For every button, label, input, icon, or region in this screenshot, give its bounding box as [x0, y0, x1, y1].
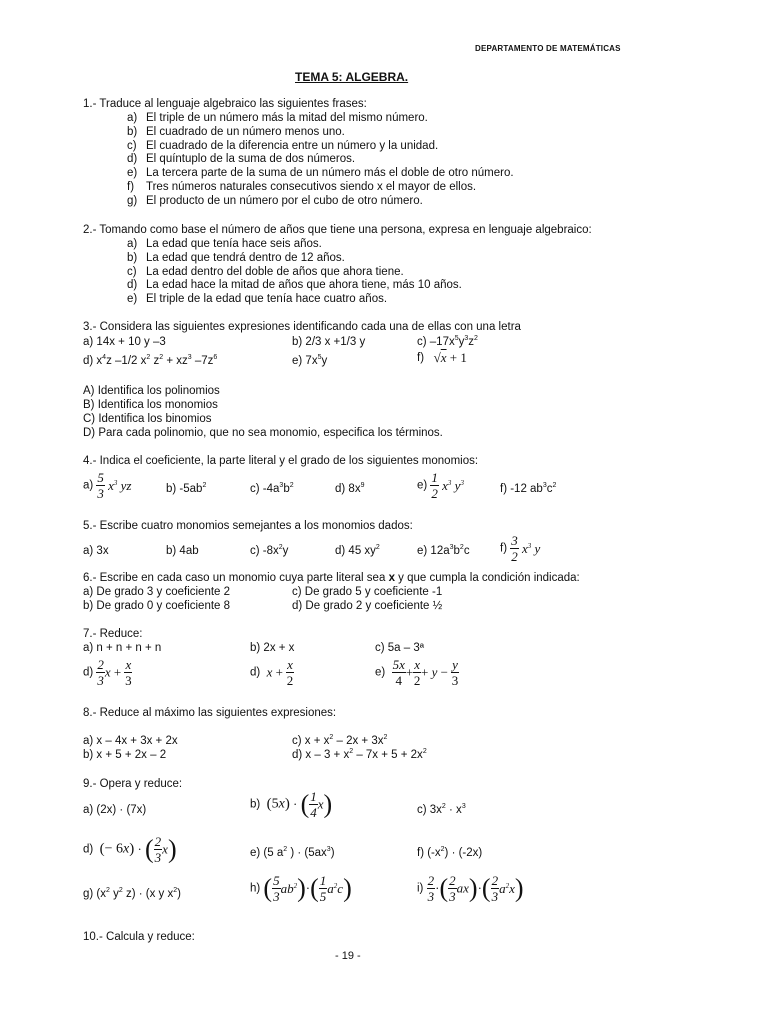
list-item-letter: c) [127, 139, 137, 152]
ex3-task: B) Identifica los monomios [83, 399, 218, 411]
ex3-expr-a: a) 14x + 10 y –3 [83, 336, 166, 348]
list-item-text: La edad que tenía hace seis años. [146, 238, 322, 250]
ex9-item-h: h) ( $\frac{5}{3}$ $ab^2)\cdot$( $\frac{1}{5}$ $a^2c$) [250, 873, 352, 904]
list-item-letter: e) [127, 167, 138, 180]
ex9-item-e: e) (5 $a^2$ ) · $(5ax^3)$ [250, 846, 335, 859]
ex9-item-c: c) $3x^2 \cdot x^3$ [417, 803, 466, 816]
ex6-item: a) De grado 3 y coeficiente 2 [83, 586, 231, 598]
ex2-prompt: 2.- Tomando como base el número de años que tiene una persona, expresa en lenguaje algebraico: [83, 224, 592, 236]
ex7-item-b: b) 2x + x [250, 642, 295, 654]
ex6-item: d) De grado 2 y coeficiente ½ [292, 600, 443, 612]
list-item-text: La edad que tendrá dentro de 12 años. [146, 251, 345, 264]
ex9-item-g: g) ($x^2$ $y^2$ z) · (x y $x^2$) [83, 887, 181, 900]
ex9-item-i: i) $\frac{2}{3}$ ·( $\frac{2}{3}$ ax)·( $\frac{2}{3}$ $a^2x$) [417, 873, 524, 904]
ex6-item: c) De grado 5 y coeficiente -1 [292, 586, 443, 598]
list-item-text: La edad hace la mitad de años que ahora tiene, más 10 años. [146, 279, 462, 292]
page-title: TEMA 5: ALGEBRA. [295, 70, 409, 84]
list-item-letter: a) [127, 112, 138, 124]
department-header: DEPARTAMENTO DE MATEMÁTICAS [475, 44, 621, 53]
ex1-prompt: 1.- Traduce al lenguaje algebraico las siguientes frases: [83, 98, 367, 110]
ex5-item-a: a) 3x [83, 545, 109, 557]
list-item-letter: d) [127, 153, 138, 166]
ex7-item-e: d) x + $\frac{x}{2}$ [250, 657, 294, 688]
ex3-task: D) Para cada polinomio, que no sea monomio, especifica los términos. [83, 427, 443, 439]
ex8-item-b: b) x + 5 + 2x – 2 [83, 749, 167, 761]
ex10-prompt: 10.- Calcula y reduce: [83, 931, 195, 943]
ex8-item-d: d) $x - 3 + x^2 - 7x + 5 + 2x^2$ [292, 748, 427, 761]
ex9-item-d: d) (− 6x) · ( $\frac{2}{3}$ x) [83, 834, 177, 865]
list-item-letter: d) [127, 279, 138, 292]
ex7-item-d: d) $\frac{2}{3}$ x + $\frac{x}{3}$ [83, 657, 132, 688]
list-item-letter: b) [127, 251, 138, 264]
list-item-text: El quíntuplo de la suma de dos números. [146, 153, 356, 166]
ex3-expr-b: b) 2/3 x +1/3 y [292, 336, 366, 348]
ex3-task: C) Identifica los binomios [83, 413, 212, 425]
ex4-item-f: f) -12 $ab^3c^2$ [500, 482, 557, 495]
ex5-item-f: f) $\frac{3}{2}$ $x^3$ y [500, 533, 541, 564]
list-item-text: El triple de la edad que tenía hace cuatro años. [146, 293, 388, 306]
list-item-text: Tres números naturales consecutivos siendo x el mayor de ellos. [146, 181, 477, 193]
ex6-item: b) De grado 0 y coeficiente 8 [83, 600, 231, 612]
list-item-text: La tercera parte de la suma de un número más el doble de otro número. [146, 167, 514, 180]
list-item-letter: a) [127, 238, 138, 250]
ex9-item-a: a) (2x) · (7x) [83, 804, 147, 816]
list-item-letter: e) [127, 293, 138, 306]
ex4-prompt: 4.- Indica el coeficiente, la parte literal y el grado de los siguientes monomios: [83, 455, 479, 467]
ex6-prompt: 6.- Escribe en cada caso un monomio cuya parte literal sea x y que cumpla la condición indicada: [83, 572, 580, 584]
list-item-text: El producto de un número por el cubo de otro número. [146, 194, 423, 207]
list-item-letter: b) [127, 125, 138, 138]
list-item-letter: g) [127, 194, 138, 207]
ex5-item-d: d) 45 $xy^2$ [335, 544, 380, 557]
ex7-item-f: e) $\frac{5x}{4}$ + $\frac{x}{2}$ + y − $\frac{y}{3}$ [375, 657, 459, 688]
ex4-item-b: b) $-5ab^2$ [166, 482, 207, 495]
ex8-item-a: a) x – 4x + 3x + 2x [83, 735, 178, 747]
ex8-item-c: c) $x + x^2 - 2x + 3x^2$ [292, 734, 388, 747]
ex4-item-a: a) $\frac{5}{3}$ $x^3$ yz [83, 470, 132, 501]
ex3-expr-d: d) $x^4z$ –1/2 $x^2$ $z^2 + xz^3$ $-7z^6$ [83, 354, 218, 367]
list-item-text: El triple de un número más la mitad del mismo número. [146, 112, 428, 124]
list-item-letter: c) [127, 265, 137, 278]
ex3-expr-f: f) √x + 1 [417, 350, 467, 365]
list-item-text: El cuadrado de un número menos uno. [146, 125, 345, 138]
list-item-text: El cuadrado de la diferencia entre un número y la unidad. [146, 139, 439, 152]
ex9-item-f: f) $(-x^2) \cdot (-2x)$ [417, 846, 483, 859]
ex3-expr-c: c) $-17x^5y^3z^2$ [417, 335, 478, 348]
ex3-expr-e: e) $7x^5y$ [292, 354, 328, 367]
ex7-prompt: 7.- Reduce: [83, 628, 143, 640]
page-number: - 19 - [335, 950, 361, 962]
ex5-item-e: e) $12a^3b^2c$ [417, 544, 470, 557]
ex5-item-c: c) $-8x^2y$ [250, 544, 289, 557]
ex4-item-c: c) $-4a^3b^2$ [250, 482, 294, 495]
ex9-item-b: b) (5x) · ( $\frac{1}{4}$ x) [250, 789, 333, 820]
list-item-letter: f) [127, 181, 135, 193]
ex7-item-a: a) n + n + n + n [83, 642, 162, 654]
ex3-prompt: 3.- Considera las siguientes expresiones identificando cada una de ellas con una letra [83, 321, 521, 333]
ex9-prompt: 9.- Opera y reduce: [83, 778, 183, 790]
ex5-item-b: b) 4ab [166, 545, 199, 557]
ex8-prompt: 8.- Reduce al máximo las siguientes expresiones: [83, 707, 337, 719]
ex3-task: A) Identifica los polinomios [83, 385, 220, 397]
ex5-prompt: 5.- Escribe cuatro monomios semejantes a los monomios dados: [83, 520, 413, 532]
ex4-item-d: d) $8x^9$ [335, 482, 365, 495]
ex7-item-c: c) 5a – 3ª [375, 642, 425, 654]
list-item-text: La edad dentro del doble de años que ahora tiene. [146, 265, 404, 278]
ex4-item-e: e) $\frac{1}{2}$ $x^3$ $y^3$ [417, 470, 464, 501]
